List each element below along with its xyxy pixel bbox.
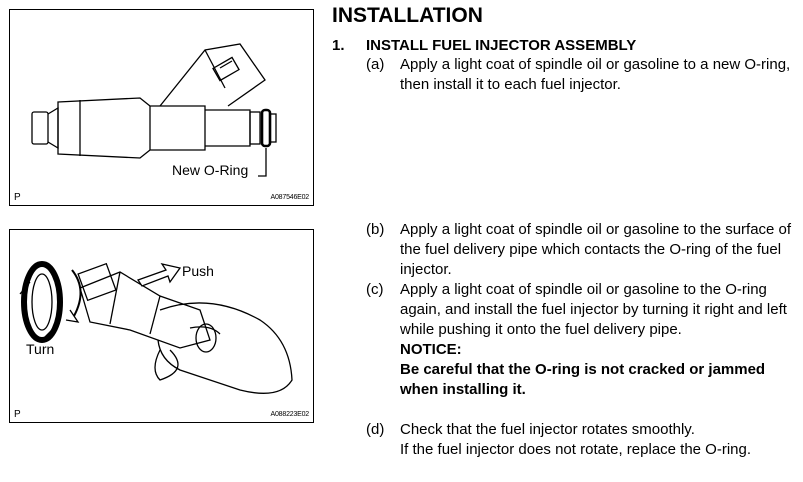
callout-turn: Turn — [26, 341, 55, 357]
step-title — [332, 37, 636, 54]
instruction-d — [366, 420, 796, 460]
item-text-2: If the fuel injector does not rotate, replace the O-ring. — [400, 441, 752, 458]
instruction-a — [366, 55, 796, 95]
notice-body: Be careful that the O-ring is not cracked or jammed when installing it. — [400, 361, 766, 398]
item-text: Apply a light coat of spindle oil or gasoline to a new O-ring, then install it to each fuel injector. — [400, 56, 791, 93]
item-text: Apply a light coat of spindle oil or gasoline to the surface of the fuel delivery pipe which contacts the O-ring of the fuel injector. — [400, 221, 792, 278]
callout-new-o-ring: New O-Ring — [172, 162, 249, 178]
step-text: INSTALL FUEL INJECTOR ASSEMBLY — [366, 37, 637, 54]
install-illustration — [10, 230, 313, 422]
figure-label-p: P — [14, 409, 21, 420]
item-letter: (c) — [366, 281, 384, 298]
figure-push-turn — [9, 229, 314, 423]
item-letter: (b) — [366, 221, 385, 238]
figure-code: A087546E02 — [270, 194, 309, 201]
item-letter: (a) — [366, 56, 385, 73]
instruction-b — [366, 220, 796, 280]
injector-illustration — [10, 10, 313, 205]
item-letter: (d) — [366, 421, 385, 438]
figure-new-o-ring — [9, 9, 314, 206]
notice-title: NOTICE: — [400, 341, 462, 358]
step-number: 1. — [332, 37, 345, 54]
item-text: Check that the fuel injector rotates smoothly. — [400, 421, 695, 438]
figure-code: A088223E02 — [270, 411, 309, 418]
callout-push: Push — [182, 263, 214, 279]
figure-label-p: P — [14, 192, 21, 203]
instruction-c — [366, 280, 796, 400]
section-heading: INSTALLATION — [332, 4, 483, 27]
item-text: Apply a light coat of spindle oil or gasoline to the O-ring again, and install the fuel injector by turning it right and left while pushing it onto the fuel delivery pipe. — [400, 281, 787, 338]
